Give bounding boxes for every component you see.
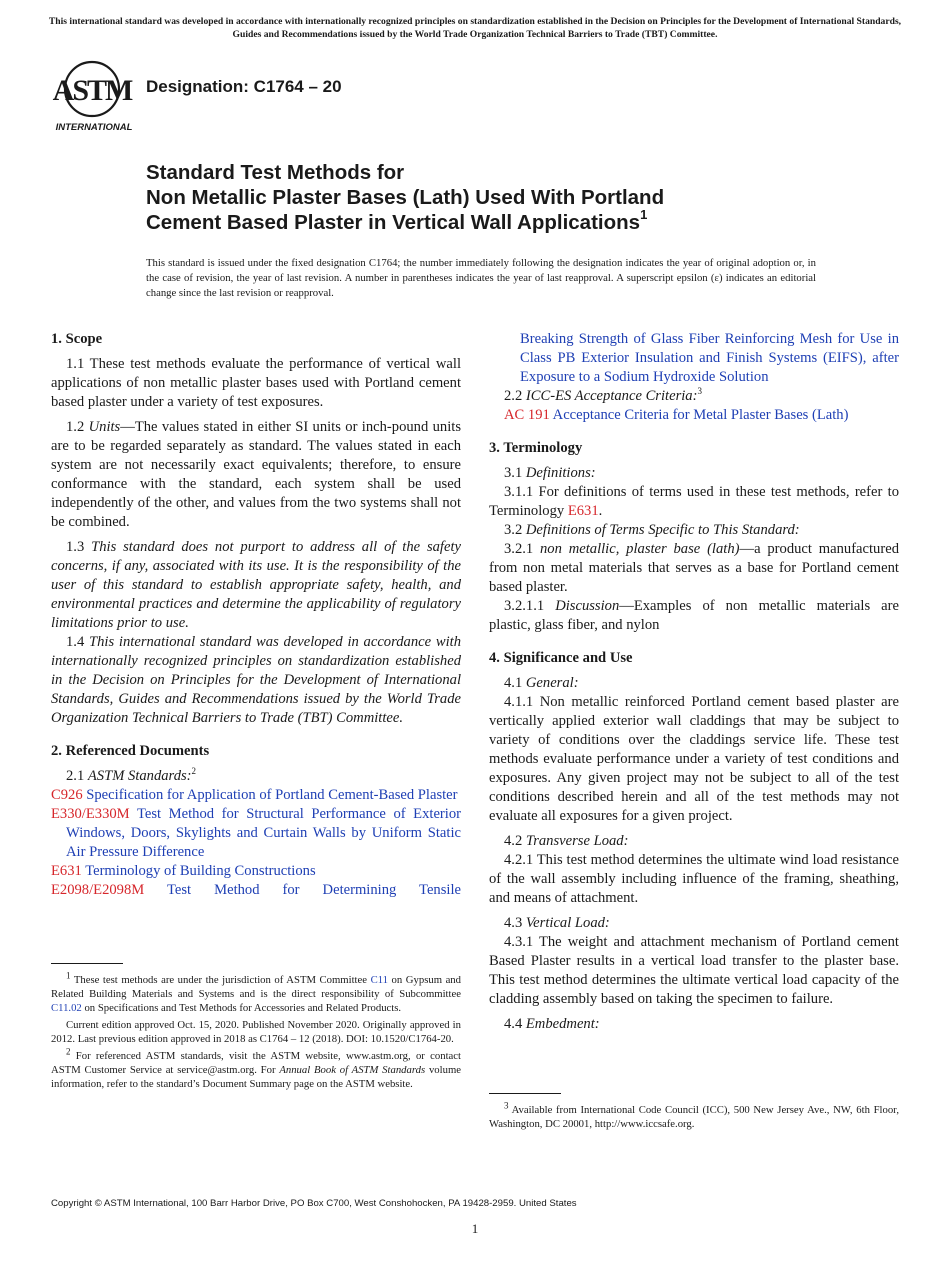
e631-link[interactable]: E631 xyxy=(567,503,599,519)
reference-e631[interactable]: E631 Terminology of Building Constructions xyxy=(51,863,316,879)
paragraph-1-3: 1.3 This standard does not purport to address all of the safety concerns, if any, associated with its use. It is the responsibility of the user of this standard to establish appropriate safety, health, and environmental practices and determine the applicability of regulatory limitations prior to use. xyxy=(51,539,461,631)
paragraph-1-4: 1.4 This international standard was developed in accordance with internationally recognized principles on standardization established in the Decision on Principles for the Development of International Standards, Guides and Recommendations issued by the World Trade Organization Technical Barriers to Trade (TBT) Committee. xyxy=(51,634,462,726)
paragraph-4-1: 4.1 General: xyxy=(504,675,579,691)
footnote-3: $^3$ Available from International Code Council (ICC), 500 New Jersey Ave., NW, 6th Floor, Washington, DC 20001, http://www.iccsafe.org. xyxy=(489,1100,899,1130)
page-number: 1 xyxy=(471,1221,479,1236)
paragraph-4-2-1: 4.2.1 This test method determines the ultimate wind load resistance of the wall assembly including influence of the framing, sheathing, and means of attachment. xyxy=(489,852,899,906)
footnotes-right xyxy=(489,1100,899,1134)
title-line-1: Standard Test Methods for xyxy=(146,161,405,184)
paragraph-4-2: 4.2 Transverse Load: xyxy=(504,833,629,849)
subcommittee-link[interactable]: C11.02 xyxy=(51,1002,82,1014)
section-heading-significance: 4. Significance and Use xyxy=(489,650,633,666)
title-line-3: Cement Based Plaster in Vertical Wall Applications$^1$ xyxy=(146,207,648,234)
paragraph-1-2: 1.2 Units—The values stated in either SI units or inch-pound units are to be regarded separately as standard. The values stated in each system are not necessarily exact equivalents; therefore, to ensure conformance with the standard, each system shall be used independently of the other, and values from the two systems shall not be combined. xyxy=(51,419,461,530)
reference-ac191[interactable]: AC 191 Acceptance Criteria for Metal Plaster Bases (Lath) xyxy=(504,407,849,423)
footnote-1: $^1$ These test methods are under the jurisdiction of ASTM Committee C11 on Gypsum and Related Building Materials and Systems and is the direct responsibility of Subcommittee C11.02 on Specifications and Test Methods for Accessories and Related Products. xyxy=(51,970,461,1014)
section-heading-terminology: 3. Terminology xyxy=(489,440,583,456)
standard-title xyxy=(146,160,866,235)
paragraph-2-2: 2.2 ICC-ES Acceptance Criteria:$^3$ xyxy=(504,386,702,404)
paragraph-4-1-1: 4.1.1 Non metallic reinforced Portland cement based plaster are vertically applied exterior wall claddings that may be subject to variety of conditions over the claddings service life. These test methods evaluate performance under a variety of test conditions and exposures. Any given project may not be subject to all of the test conditions described herein and all of the test methods may not evaluate all exposures for a given project. xyxy=(489,694,899,824)
right-column xyxy=(489,330,899,1034)
paragraph-3-2-1: 3.2.1 non metallic, plaster base (lath)—a product manufactured from non metal materials that serves as a base for Portland cement based plaster. xyxy=(489,541,899,595)
wto-notice: This international standard was developed in accordance with internationally recognized principles on standardization established in the Decision on Principles for the Development of International Standards, Guides and Recommendations issued by the World Trade Organization Technical Barriers to Trade (TBT) Committee. xyxy=(48,16,902,40)
svg-text:INTERNATIONAL: INTERNATIONAL xyxy=(55,122,133,133)
reference-e2098-cont[interactable]: Breaking Strength of Glass Fiber Reinforcing Mesh for Use in Class PB Exterior Insulation and Finish Systems (EIFS), after Exposure to a Sodium Hydroxide Solution xyxy=(520,331,899,385)
designation: Designation: C1764 – 20 xyxy=(146,77,342,96)
paragraph-3-1: 3.1 Definitions: xyxy=(504,465,596,481)
reference-e330[interactable]: E330/E330M Test Method for Structural Performance of Exterior Windows, Doors, Skylights and Curtain Walls by Uniform Static Air Pressure Difference xyxy=(51,806,461,860)
section-heading-referenced: 2. Referenced Documents xyxy=(51,743,210,759)
footnote-rule-right xyxy=(489,1093,561,1094)
issuance-notice: This standard is issued under the fixed designation C1764; the number immediately following the designation indicates the year of original adoption or, in the case of revision, the year of last revision. A number in parentheses indicates the year of last reapproval. A superscript epsilon (ε) indicates an editorial change since the last revision or reapproval. xyxy=(146,257,816,299)
paragraph-4-3: 4.3 Vertical Load: xyxy=(504,915,610,931)
title-line-2: Non Metallic Plaster Bases (Lath) Used With Portland xyxy=(146,186,665,209)
committee-link[interactable]: C11 xyxy=(370,974,388,986)
title-footnote-mark: 1 xyxy=(640,207,648,223)
paragraph-3-1-1: 3.1.1 For definitions of terms used in these test methods, refer to Terminology E631. xyxy=(489,484,899,519)
paragraph-2-1: 2.1 ASTM Standards:$^2$ xyxy=(66,766,197,784)
reference-c926[interactable]: C926 Specification for Application of Portland Cement-Based Plaster xyxy=(51,787,458,803)
footnote-edition: Current edition approved Oct. 15, 2020. Published November 2020. Originally approved in 2012. Last previous edition approved in 2018 as C1764 – 12 (2018). DOI: 10.1520/C1764-20. xyxy=(51,1019,461,1045)
section-heading-scope: 1. Scope xyxy=(51,331,103,347)
paragraph-4-4: 4.4 Embedment: xyxy=(504,1016,600,1032)
footnote-rule-left xyxy=(51,963,123,964)
footnotes-left xyxy=(51,970,461,1094)
reference-e2098-start[interactable]: E2098/E2098M Test Method for Determining Tensile xyxy=(51,882,461,898)
svg-text:ASTM: ASTM xyxy=(52,74,132,107)
copyright: Copyright © ASTM International, 100 Barr Harbor Drive, PO Box C700, West Conshohocken, PA 19428-2959. United States xyxy=(51,1198,577,1209)
footnote-2: $^2$ For referenced ASTM standards, visit the ASTM website, www.astm.org, or contact ASTM Customer Service at service@astm.org. For Annual Book of ASTM Standards volume information, refer to the standard’s Document Summary page on the ASTM website. xyxy=(51,1046,461,1090)
paragraph-1-1: 1.1 These test methods evaluate the performance of vertical wall applications of non metallic plaster bases used with Portland cement based plaster under a variety of test exposures. xyxy=(51,356,461,410)
paragraph-4-3-1: 4.3.1 The weight and attachment mechanism of Portland cement Based Plaster results in a vertical load transfer to the plaster base. This test method determines the ultimate vertical load capacity of the cladding assembly based on taking the specimen to failure. xyxy=(489,934,899,1007)
paragraph-3-2: 3.2 Definitions of Terms Specific to This Standard: xyxy=(504,522,800,538)
left-column xyxy=(51,330,461,900)
paragraph-3-2-1-1: 3.2.1.1 Discussion—Examples of non metallic materials are plastic, glass fiber, and nylon xyxy=(489,598,899,633)
astm-logo xyxy=(52,56,136,134)
